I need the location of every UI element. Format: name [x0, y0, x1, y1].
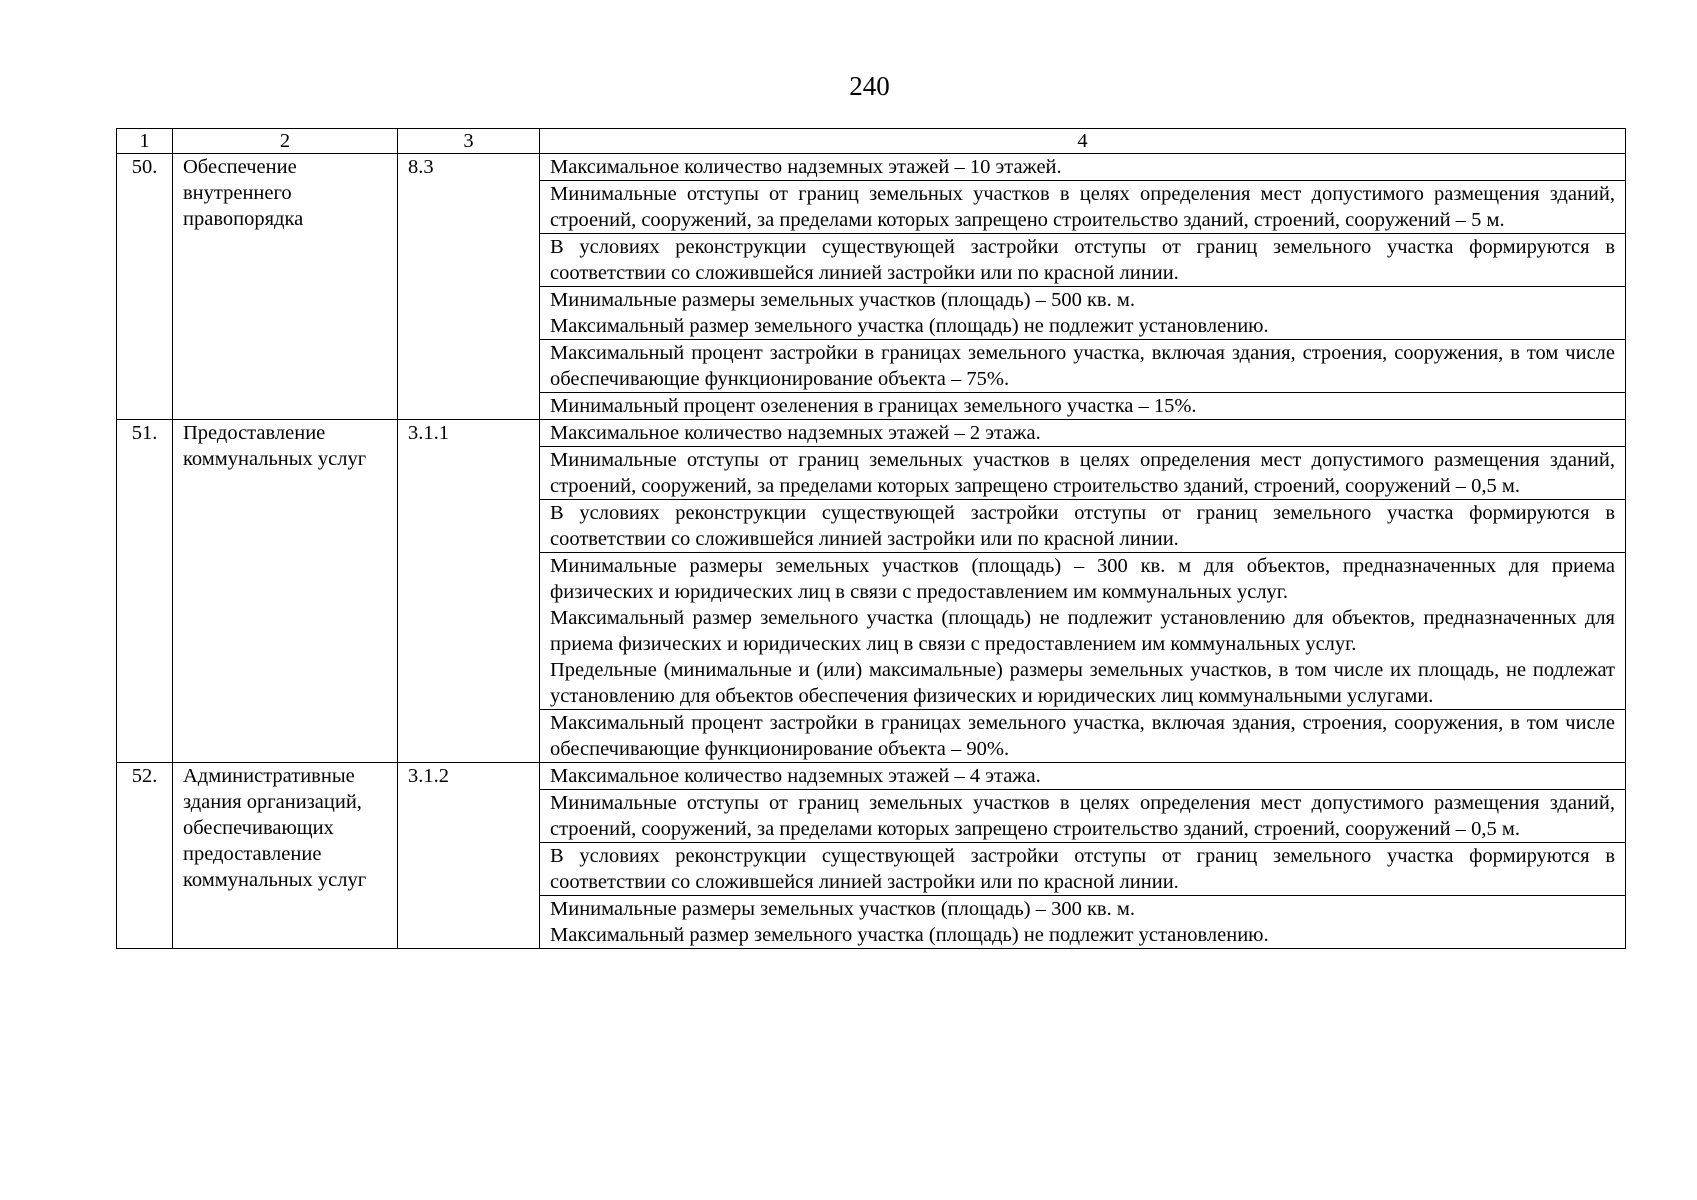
header-cell-3: 3	[398, 129, 540, 154]
parameter-cell	[540, 553, 1626, 710]
parameter-text: Минимальные размеры земельных участков (площадь) – 300 кв. м.	[550, 898, 1135, 920]
parameter-text: Максимальный размер земельного участка (площадь) не подлежит установлению.	[550, 315, 1269, 337]
use-type-name: Предоставление коммунальных услуг	[173, 420, 398, 763]
parameter-cell	[540, 420, 1626, 447]
header-row	[117, 129, 1626, 154]
parameter-cell	[540, 500, 1626, 553]
row-number: 52.	[117, 763, 173, 949]
table-row	[117, 154, 1626, 181]
parameter-text: Минимальные отступы от границ земельных участков в целях определения мест допустимого размещения зданий, строений, сооружений, за пределами которых запрещено строительство зданий, строений, сооружений – 0,5 м.	[550, 792, 1615, 840]
parameter-cell	[540, 843, 1626, 896]
parameter-text: Минимальные размеры земельных участков (площадь) – 300 кв. м для объектов, предназначенных для приема физических и юридических лиц в связи с предоставлением им коммунальных услуг.	[550, 555, 1615, 603]
row-number: 51.	[117, 420, 173, 763]
parameter-text: В условиях реконструкции существующей застройки отступы от границ земельного участка формируются в соответствии со сложившейся линией застройки или по красной линии.	[550, 502, 1615, 550]
parameter-cell	[540, 896, 1626, 949]
parameter-text: Максимальный размер земельного участка (площадь) не подлежит установлению для объектов, предназначенных для приема физических и юридических лиц в связи с предоставлением им коммунальных услуг.	[550, 607, 1615, 655]
parameter-text: Максимальное количество надземных этажей – 2 этажа.	[550, 422, 1041, 444]
parameter-cell	[540, 710, 1626, 763]
parameter-cell	[540, 287, 1626, 340]
parameter-cell	[540, 234, 1626, 287]
header-cell-4: 4	[540, 129, 1626, 154]
parameter-text: Минимальные размеры земельных участков (площадь) – 500 кв. м.	[550, 289, 1135, 311]
parameter-cell	[540, 393, 1626, 420]
page-number: 240	[849, 71, 890, 101]
parameter-cell	[540, 447, 1626, 500]
table-row	[117, 763, 1626, 790]
parameter-text: Максимальное количество надземных этажей – 4 этажа.	[550, 765, 1041, 787]
parameter-cell	[540, 154, 1626, 181]
parameter-text: Максимальный процент застройки в границах земельного участка, включая здания, строения, сооружения, в том числе обеспечивающие функционирование объекта – 90%.	[550, 712, 1615, 760]
parameter-cell	[540, 763, 1626, 790]
use-type-name: Административные здания организаций, обеспечивающих предоставление коммунальных услуг	[173, 763, 398, 949]
parameter-cell	[540, 790, 1626, 843]
use-type-code: 3.1.1	[398, 420, 540, 763]
table-row	[117, 420, 1626, 447]
parameter-text: Минимальный процент озеленения в границах земельного участка – 15%.	[550, 395, 1197, 417]
row-number: 50.	[117, 154, 173, 420]
parameter-text: Минимальные отступы от границ земельных участков в целях определения мест допустимого размещения зданий, строений, сооружений, за пределами которых запрещено строительство зданий, строений, сооружений – 0,5 м.	[550, 449, 1615, 497]
use-type-name: Обеспечение внутреннего правопорядка	[173, 154, 398, 420]
parameter-text: В условиях реконструкции существующей застройки отступы от границ земельного участка формируются в соответствии со сложившейся линией застройки или по красной линии.	[550, 845, 1615, 893]
parameter-cell	[540, 181, 1626, 234]
parameter-cell	[540, 340, 1626, 393]
parameter-text: Максимальное количество надземных этажей – 10 этажей.	[550, 156, 1062, 178]
parameter-text: В условиях реконструкции существующей застройки отступы от границ земельного участка формируются в соответствии со сложившейся линией застройки или по красной линии.	[550, 236, 1615, 284]
use-type-code: 3.1.2	[398, 763, 540, 949]
use-type-code: 8.3	[398, 154, 540, 420]
regulations-table	[116, 128, 1626, 949]
parameter-text: Минимальные отступы от границ земельных участков в целях определения мест допустимого размещения зданий, строений, сооружений, за пределами которых запрещено строительство зданий, строений, сооружений – 5 м.	[550, 183, 1615, 231]
header-cell-2: 2	[173, 129, 398, 154]
header-cell-1: 1	[117, 129, 173, 154]
parameter-text: Максимальный размер земельного участка (площадь) не подлежит установлению.	[550, 924, 1269, 946]
parameter-text: Максимальный процент застройки в границах земельного участка, включая здания, строения, сооружения, в том числе обеспечивающие функционирование объекта – 75%.	[550, 342, 1615, 390]
parameter-text: Предельные (минимальные и (или) максимальные) размеры земельных участков, в том числе их площадь, не подлежат установлению для объектов обеспечения физических и юридических лиц коммунальными услугами.	[550, 659, 1615, 707]
